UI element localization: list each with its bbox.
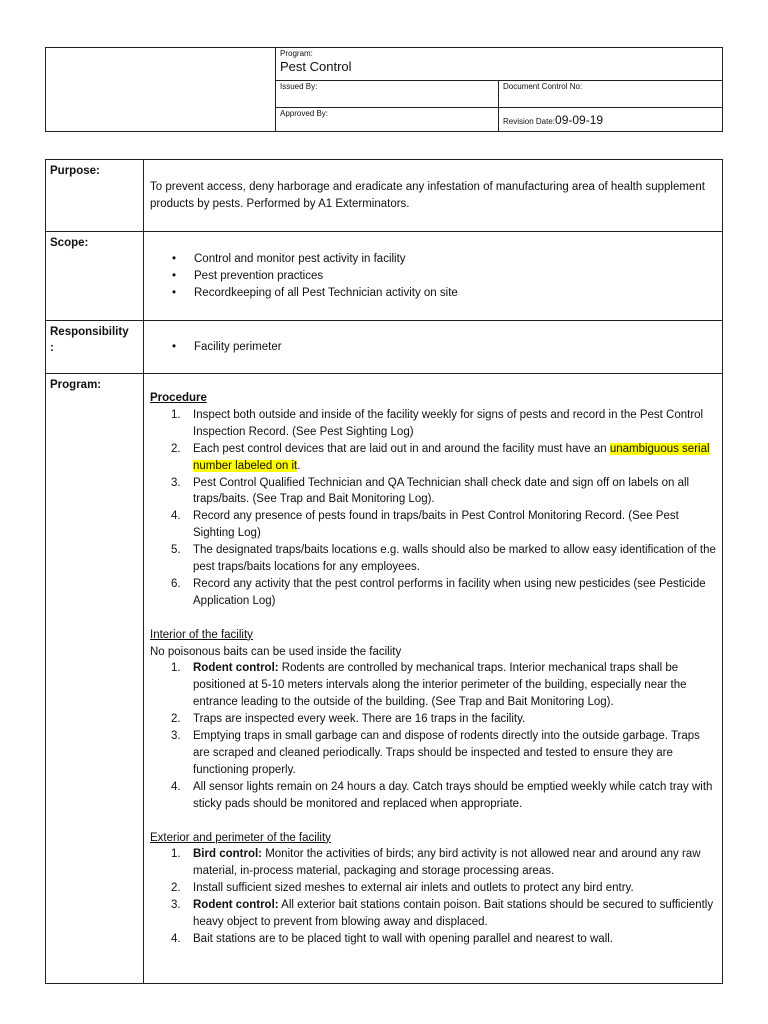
responsibility-label: [46, 321, 144, 374]
scope-cell: [144, 232, 723, 321]
issued-by-label: Issued By:: [280, 82, 318, 91]
responsibility-item: • Facility perimeter: [194, 339, 716, 356]
exterior-item: 2. Install sufficient sized meshes to external air inlets and outlets to protect any bird entry.: [171, 882, 634, 895]
revision-date-cell: [499, 108, 723, 132]
purpose-text: To prevent access, deny harborage and eradicate any infestation of manufacturing area of health supplement products by pests. Performed by A1 Exterminators.: [150, 181, 705, 210]
responsibility-cell: [144, 321, 723, 374]
responsibility-label-line1: Responsibility: [50, 326, 129, 338]
procedure-list: [150, 407, 716, 610]
exterior-item: 3. Rodent control: All exterior bait stations contain poison. Bait stations should be secured to sufficiently heavy object to prevent from blowing away and displaced.: [171, 899, 714, 929]
procedure-item: 3. Pest Control Qualified Technician and QA Technician shall check date and sign off on labels on all traps/baits. (See Trap and Bait Monitoring Log).: [171, 476, 690, 506]
approved-by-label: Approved By:: [280, 109, 329, 118]
procedure-item: 2. Each pest control devices that are laid out in and around the facility must have an unambiguous serial number labeled on it.: [171, 442, 710, 472]
procedure-item: 5. The designated traps/baits locations e.g. walls should also be marked to allow easy identification of the pest traps/baits locations for any employees.: [171, 544, 716, 574]
procedure-item: 6. Record any activity that the pest control performs in facility when using new pesticides (see Pesticide Application Log): [171, 577, 706, 607]
procedure-item: 1. Inspect both outside and inside of the facility weekly for signs of pests and record in the Pest Control Inspection Record. (See Pest Sighting Log): [171, 408, 704, 438]
responsibility-label-line2: :: [50, 342, 54, 354]
program-label: Program:: [280, 49, 313, 58]
scope-list: [150, 251, 716, 302]
revision-date-label: Revision Date:: [503, 116, 556, 126]
exterior-list: [150, 846, 716, 947]
approved-by-cell: [276, 108, 499, 132]
exterior-item: 1. Bird control: Monitor the activities of birds; any bird activity is not allowed near and around any raw material, in-process material, packaging and storage processing areas.: [171, 848, 701, 878]
revision-date-value: 09-09-19: [555, 112, 604, 127]
issued-by-cell: [276, 81, 499, 108]
content-table: [45, 159, 723, 984]
scope-row: [46, 232, 723, 321]
highlighted-text: unambiguous serial number labeled on it: [193, 442, 710, 472]
interior-heading: Interior of the facility: [150, 628, 253, 641]
exterior-heading: Exterior and perimeter of the facility: [150, 831, 331, 844]
program-row: [46, 374, 723, 984]
program-row-label: Program:: [46, 374, 144, 984]
procedure-item: 4. Record any presence of pests found in traps/baits in Pest Control Monitoring Record. (See Pest Sighting Log): [171, 510, 679, 540]
interior-list: [150, 660, 716, 812]
scope-item: • Pest prevention practices: [194, 268, 716, 285]
program-title: Pest Control: [280, 59, 352, 74]
header-table: [45, 47, 723, 132]
program-cell: [276, 48, 723, 81]
interior-note: No poisonous baits can be used inside the facility: [150, 645, 402, 658]
purpose-row: [46, 160, 723, 232]
exterior-item: 4. Bait stations are to be placed tight to wall with opening parallel and nearest to wall.: [171, 932, 614, 945]
document-control-label: Document Control No:: [503, 82, 583, 91]
purpose-cell: [144, 160, 723, 232]
procedure-heading: Procedure: [150, 392, 207, 404]
logo-cell: [46, 48, 276, 132]
interior-item: 1. Rodent control: Rodents are controlled by mechanical traps. Interior mechanical traps shall be positioned at 5-10 meters intervals along the interior perimeter of the building, especially near the entrance leading to the outside of the building. (See Trap and Bait Monitoring Log).: [171, 662, 687, 709]
interior-item: 3. Emptying traps in small garbage can and dispose of rodents directly into the outside garbage. Traps are scraped and cleaned periodically. Traps should be inspected and tested to ensure they are functioning properly.: [171, 730, 700, 776]
interior-item: 2. Traps are inspected every week. There are 16 traps in the facility.: [171, 713, 526, 726]
scope-item: • Recordkeeping of all Pest Technician activity on site: [194, 285, 716, 302]
purpose-label: Purpose:: [46, 160, 144, 232]
responsibility-row: [46, 321, 723, 374]
program-cell: [144, 374, 723, 984]
scope-label: Scope:: [46, 232, 144, 321]
responsibility-list: [150, 339, 716, 356]
scope-item: • Control and monitor pest activity in facility: [194, 251, 716, 268]
document-control-cell: [499, 81, 723, 108]
interior-item: 4. All sensor lights remain on 24 hours a day. Catch trays should be emptied weekly while catch tray with sticky pads should be monitored and replaced when appropriate.: [171, 780, 713, 810]
